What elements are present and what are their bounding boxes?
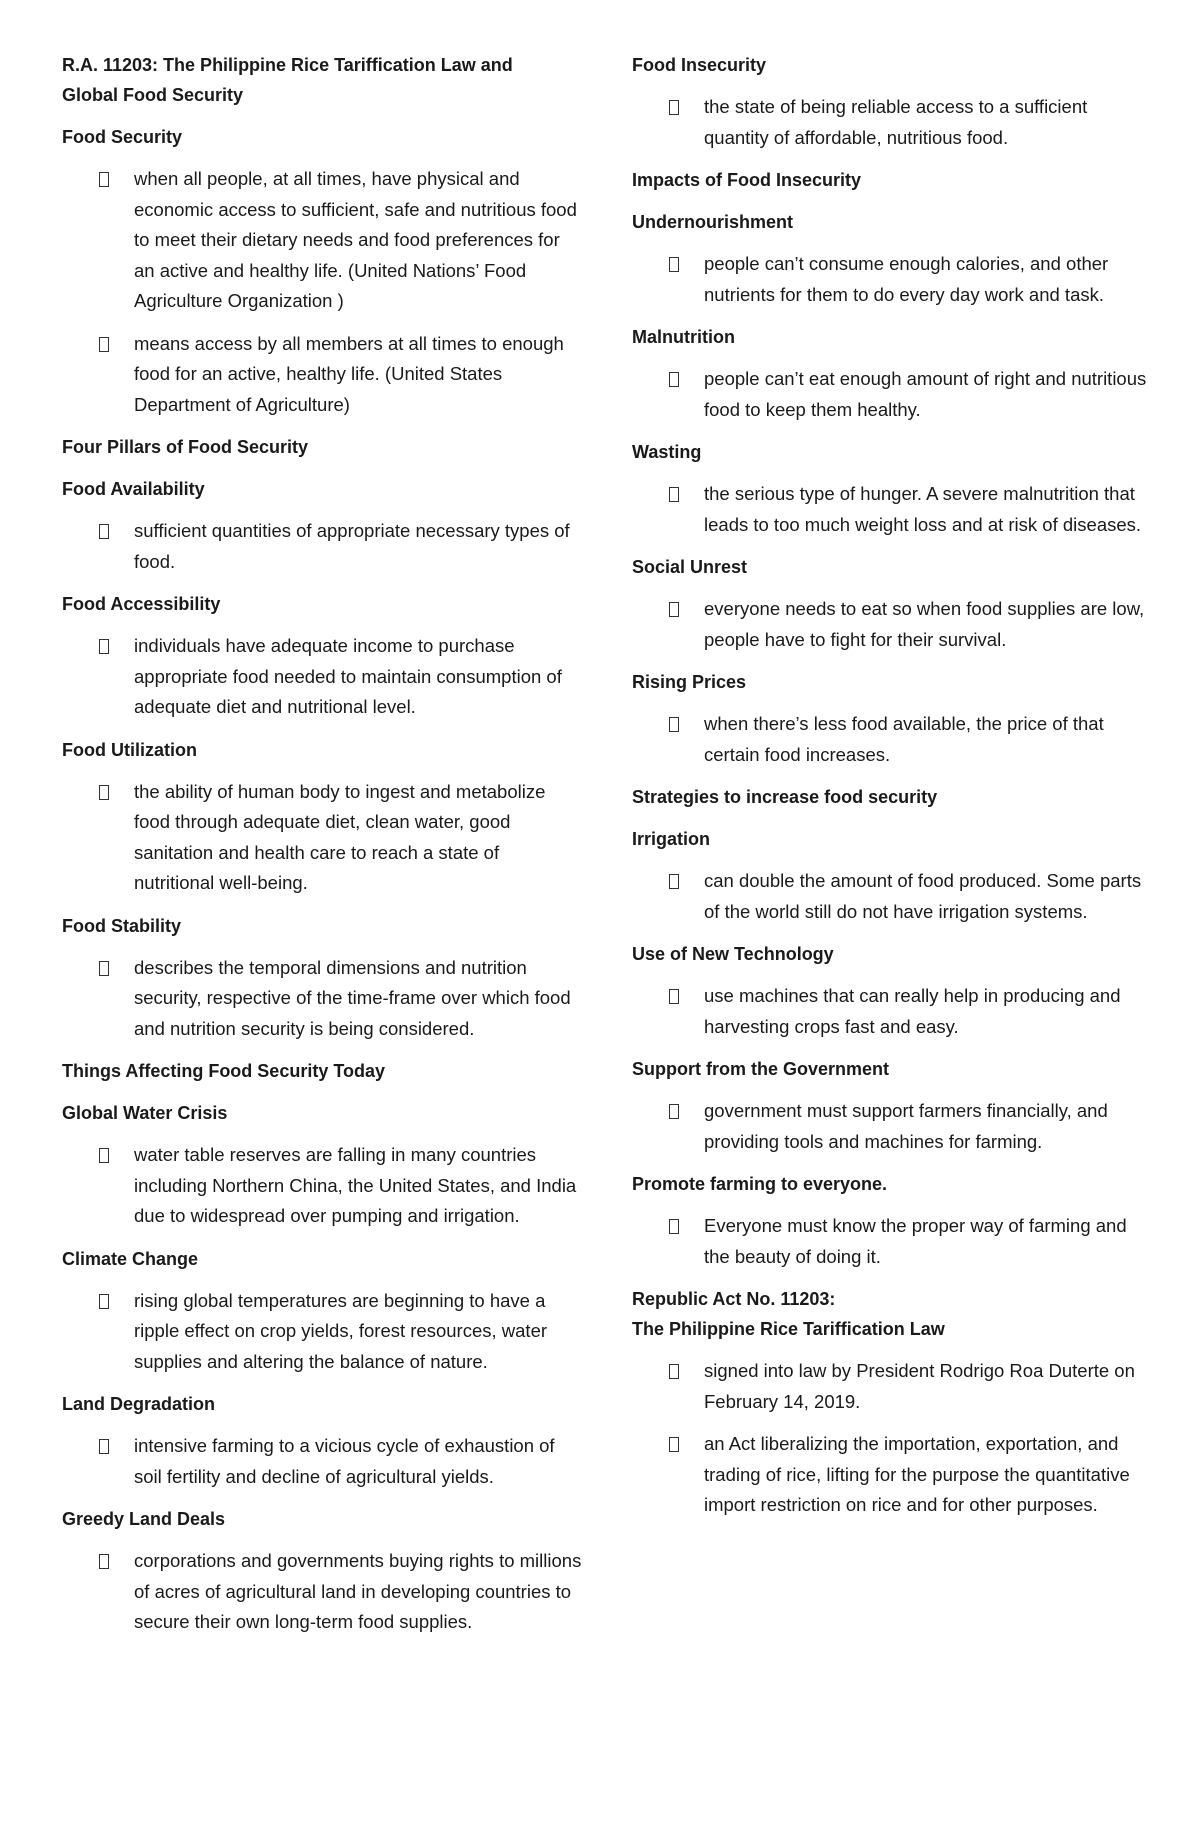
heading-line: Irrigation — [632, 829, 711, 849]
heading-line: Climate Change — [62, 1248, 199, 1269]
bullet-item — [62, 953, 582, 1045]
heading-line: Food Accessibility — [62, 594, 221, 614]
bullet-text: use machines that can really help in producing and harvesting crops fast and easy. — [704, 985, 1121, 1037]
empty-box-bullet-icon — [99, 1294, 109, 1309]
heading-line: Food Availability — [62, 479, 205, 499]
bullet-text: government must support farmers financially, and providing tools and machines for farming. — [704, 1100, 1108, 1152]
bullet-text: the serious type of hunger. A severe malnutrition that leads to too much weight loss and at risk of diseases. — [704, 483, 1142, 535]
heading-line: The Philippine Rice Tariffication Law — [632, 1319, 945, 1339]
heading-line: Social Unrest — [632, 557, 748, 577]
section-heading-malnutrition — [632, 322, 1152, 352]
section-heading-undernourishment — [632, 207, 1152, 237]
bullet-item — [632, 1211, 1152, 1272]
empty-box-bullet-icon — [669, 874, 679, 889]
section-heading-four-pillars-of-food-security — [62, 432, 582, 462]
heading-line: Food Security — [62, 127, 183, 147]
empty-box-bullet-icon — [99, 1439, 109, 1454]
bullet-item — [632, 1429, 1152, 1521]
empty-box-bullet-icon — [99, 961, 109, 976]
bullet-item — [62, 1431, 582, 1492]
heading-line: Republic Act No. 11203: — [632, 1289, 836, 1309]
bullet-item — [62, 631, 582, 723]
heading-line: Things Affecting Food Security Today — [62, 1061, 386, 1081]
heading-line: Strategies to increase food security — [632, 787, 938, 807]
section-heading-food-security — [62, 122, 582, 152]
heading-line: Use of New Technology — [632, 944, 834, 964]
heading-line: Promote farming to everyone. — [632, 1174, 888, 1194]
bullet-text: when all people, at all times, have physical and economic access to sufficient, safe and nutritious food to meet their dietary needs and food preferences for an active and healthy life. (United Nations’ Food Agriculture Organization ) — [134, 168, 577, 311]
empty-box-bullet-icon — [669, 1104, 679, 1119]
heading-line: Undernourishment — [632, 212, 794, 232]
bullet-text: people can’t eat enough amount of right and nutritious food to keep them healthy. — [704, 368, 1147, 420]
section-heading-land-degradation — [62, 1389, 582, 1419]
section-heading-impacts-of-food-insecurity — [632, 165, 1152, 195]
empty-box-bullet-icon — [99, 785, 109, 800]
section-heading-food-accessibility — [62, 589, 582, 619]
bullet-text: intensive farming to a vicious cycle of exhaustion of soil fertility and decline of agricultural yields. — [134, 1435, 555, 1487]
bullet-text: means access by all members at all times to enough food for an active, healthy life. (United States Department of Agriculture) — [134, 332, 564, 415]
heading-line: Four Pillars of Food Security — [62, 437, 309, 457]
bullet-text: people can’t consume enough calories, and other nutrients for them to do every day work and task. — [704, 253, 1109, 305]
bullet-text: signed into law by President Rodrigo Roa Duterte on February 14, 2019. — [704, 1360, 1135, 1412]
heading-line: Food Stability — [62, 915, 181, 936]
empty-box-bullet-icon — [669, 372, 679, 387]
bullet-text: individuals have adequate income to purchase appropriate food needed to maintain consumption of adequate diet and nutritional level. — [134, 635, 562, 717]
bullet-text: the state of being reliable access to a sufficient quantity of affordable, nutritious food. — [704, 96, 1088, 148]
bullet-text: water table reserves are falling in many countries including Northern China, the United States, and India due to widespread over pumping and irrigation. — [134, 1144, 577, 1226]
empty-box-bullet-icon — [99, 172, 109, 187]
left-column — [62, 50, 582, 1650]
empty-box-bullet-icon — [669, 989, 679, 1004]
bullet-item — [62, 329, 582, 421]
section-heading-wasting — [632, 437, 1152, 467]
empty-box-bullet-icon — [669, 487, 679, 502]
section-heading-strategies-to-increase-food-security — [632, 782, 1152, 812]
heading-line: R.A. 11203: The Philippine Rice Tariffication Law and — [62, 55, 513, 75]
heading-line: Food Utilization — [62, 739, 197, 760]
bullet-item — [632, 479, 1152, 540]
heading-line: Malnutrition — [632, 327, 735, 347]
section-heading-use-of-new-technology — [632, 939, 1152, 969]
bullet-text: rising global temperatures are beginning to have a ripple effect on crop yields, forest resources, water supplies and altering the balance of nature. — [134, 1289, 548, 1372]
heading-line: Wasting — [632, 442, 702, 462]
empty-box-bullet-icon — [669, 257, 679, 272]
empty-box-bullet-icon — [669, 602, 679, 617]
heading-line: Greedy Land Deals — [62, 1509, 226, 1529]
section-heading-things-affecting-food-security-today — [62, 1056, 582, 1086]
bullet-item — [632, 981, 1152, 1042]
heading-line: Land Degradation — [62, 1394, 216, 1414]
section-heading-rising-prices — [632, 667, 1152, 697]
heading-line: Rising Prices — [632, 672, 747, 692]
heading-line: Impacts of Food Insecurity — [632, 170, 862, 190]
section-heading-republic-act-no-11203-the-philippine-ric — [632, 1284, 1152, 1344]
empty-box-bullet-icon — [669, 1437, 679, 1452]
section-heading-food-utilization — [62, 735, 582, 765]
bullet-item — [62, 164, 582, 317]
bullet-item — [632, 709, 1152, 770]
section-heading-r-a-11203-the-philippine-rice-tarifficat — [62, 50, 582, 110]
section-heading-climate-change — [62, 1244, 582, 1274]
section-heading-social-unrest — [632, 552, 1152, 582]
section-heading-irrigation — [632, 824, 1152, 854]
bullet-text: when there’s less food available, the price of that certain food increases. — [704, 713, 1104, 765]
empty-box-bullet-icon — [99, 524, 109, 539]
empty-box-bullet-icon — [99, 1148, 109, 1163]
heading-line: Global Water Crisis — [62, 1103, 228, 1123]
bullet-item — [632, 1356, 1152, 1417]
bullet-text: Everyone must know the proper way of farming and the beauty of doing it. — [704, 1215, 1127, 1267]
bullet-item — [632, 364, 1152, 425]
bullet-item — [62, 1286, 582, 1378]
section-heading-greedy-land-deals — [62, 1504, 582, 1534]
bullet-item — [62, 1140, 582, 1232]
section-heading-global-water-crisis — [62, 1098, 582, 1128]
empty-box-bullet-icon — [669, 100, 679, 115]
section-heading-food-insecurity — [632, 50, 1152, 80]
heading-line: Global Food Security — [62, 85, 244, 105]
bullet-item — [62, 777, 582, 899]
right-column — [632, 50, 1152, 1533]
bullet-text: corporations and governments buying rights to millions of acres of agricultural land in developing countries to secure their own long-term food supplies. — [134, 1550, 582, 1632]
bullet-item — [62, 1546, 582, 1638]
empty-box-bullet-icon — [669, 1219, 679, 1234]
empty-box-bullet-icon — [99, 1554, 109, 1569]
bullet-item — [632, 249, 1152, 310]
section-heading-promote-farming-to-everyone — [632, 1169, 1152, 1199]
bullet-item — [632, 1096, 1152, 1157]
bullet-text: everyone needs to eat so when food supplies are low, people have to fight for their survival. — [704, 598, 1145, 650]
heading-line: Support from the Government — [632, 1059, 890, 1079]
bullet-item — [632, 594, 1152, 655]
bullet-text: can double the amount of food produced. Some parts of the world still do not have irrigation systems. — [704, 870, 1142, 922]
bullet-text: the ability of human body to ingest and metabolize food through adequate diet, clean water, good sanitation and health care to reach a state of nutritional well-being. — [134, 780, 546, 893]
section-heading-support-from-the-government — [632, 1054, 1152, 1084]
heading-line: Food Insecurity — [632, 55, 767, 75]
bullet-text: an Act liberalizing the importation, exportation, and trading of rice, lifting for the purpose the quantitative import restriction on rice and for other purposes. — [704, 1433, 1130, 1515]
section-heading-food-stability — [62, 911, 582, 941]
empty-box-bullet-icon — [99, 639, 109, 654]
empty-box-bullet-icon — [669, 717, 679, 732]
bullet-text: describes the temporal dimensions and nutrition security, respective of the time-frame over which food and nutrition security is being considered. — [134, 956, 571, 1039]
bullet-item — [632, 92, 1152, 153]
bullet-item — [62, 516, 582, 577]
bullet-text: sufficient quantities of appropriate necessary types of food. — [134, 520, 570, 572]
empty-box-bullet-icon — [99, 337, 109, 352]
section-heading-food-availability — [62, 474, 582, 504]
bullet-item — [632, 866, 1152, 927]
empty-box-bullet-icon — [669, 1364, 679, 1379]
